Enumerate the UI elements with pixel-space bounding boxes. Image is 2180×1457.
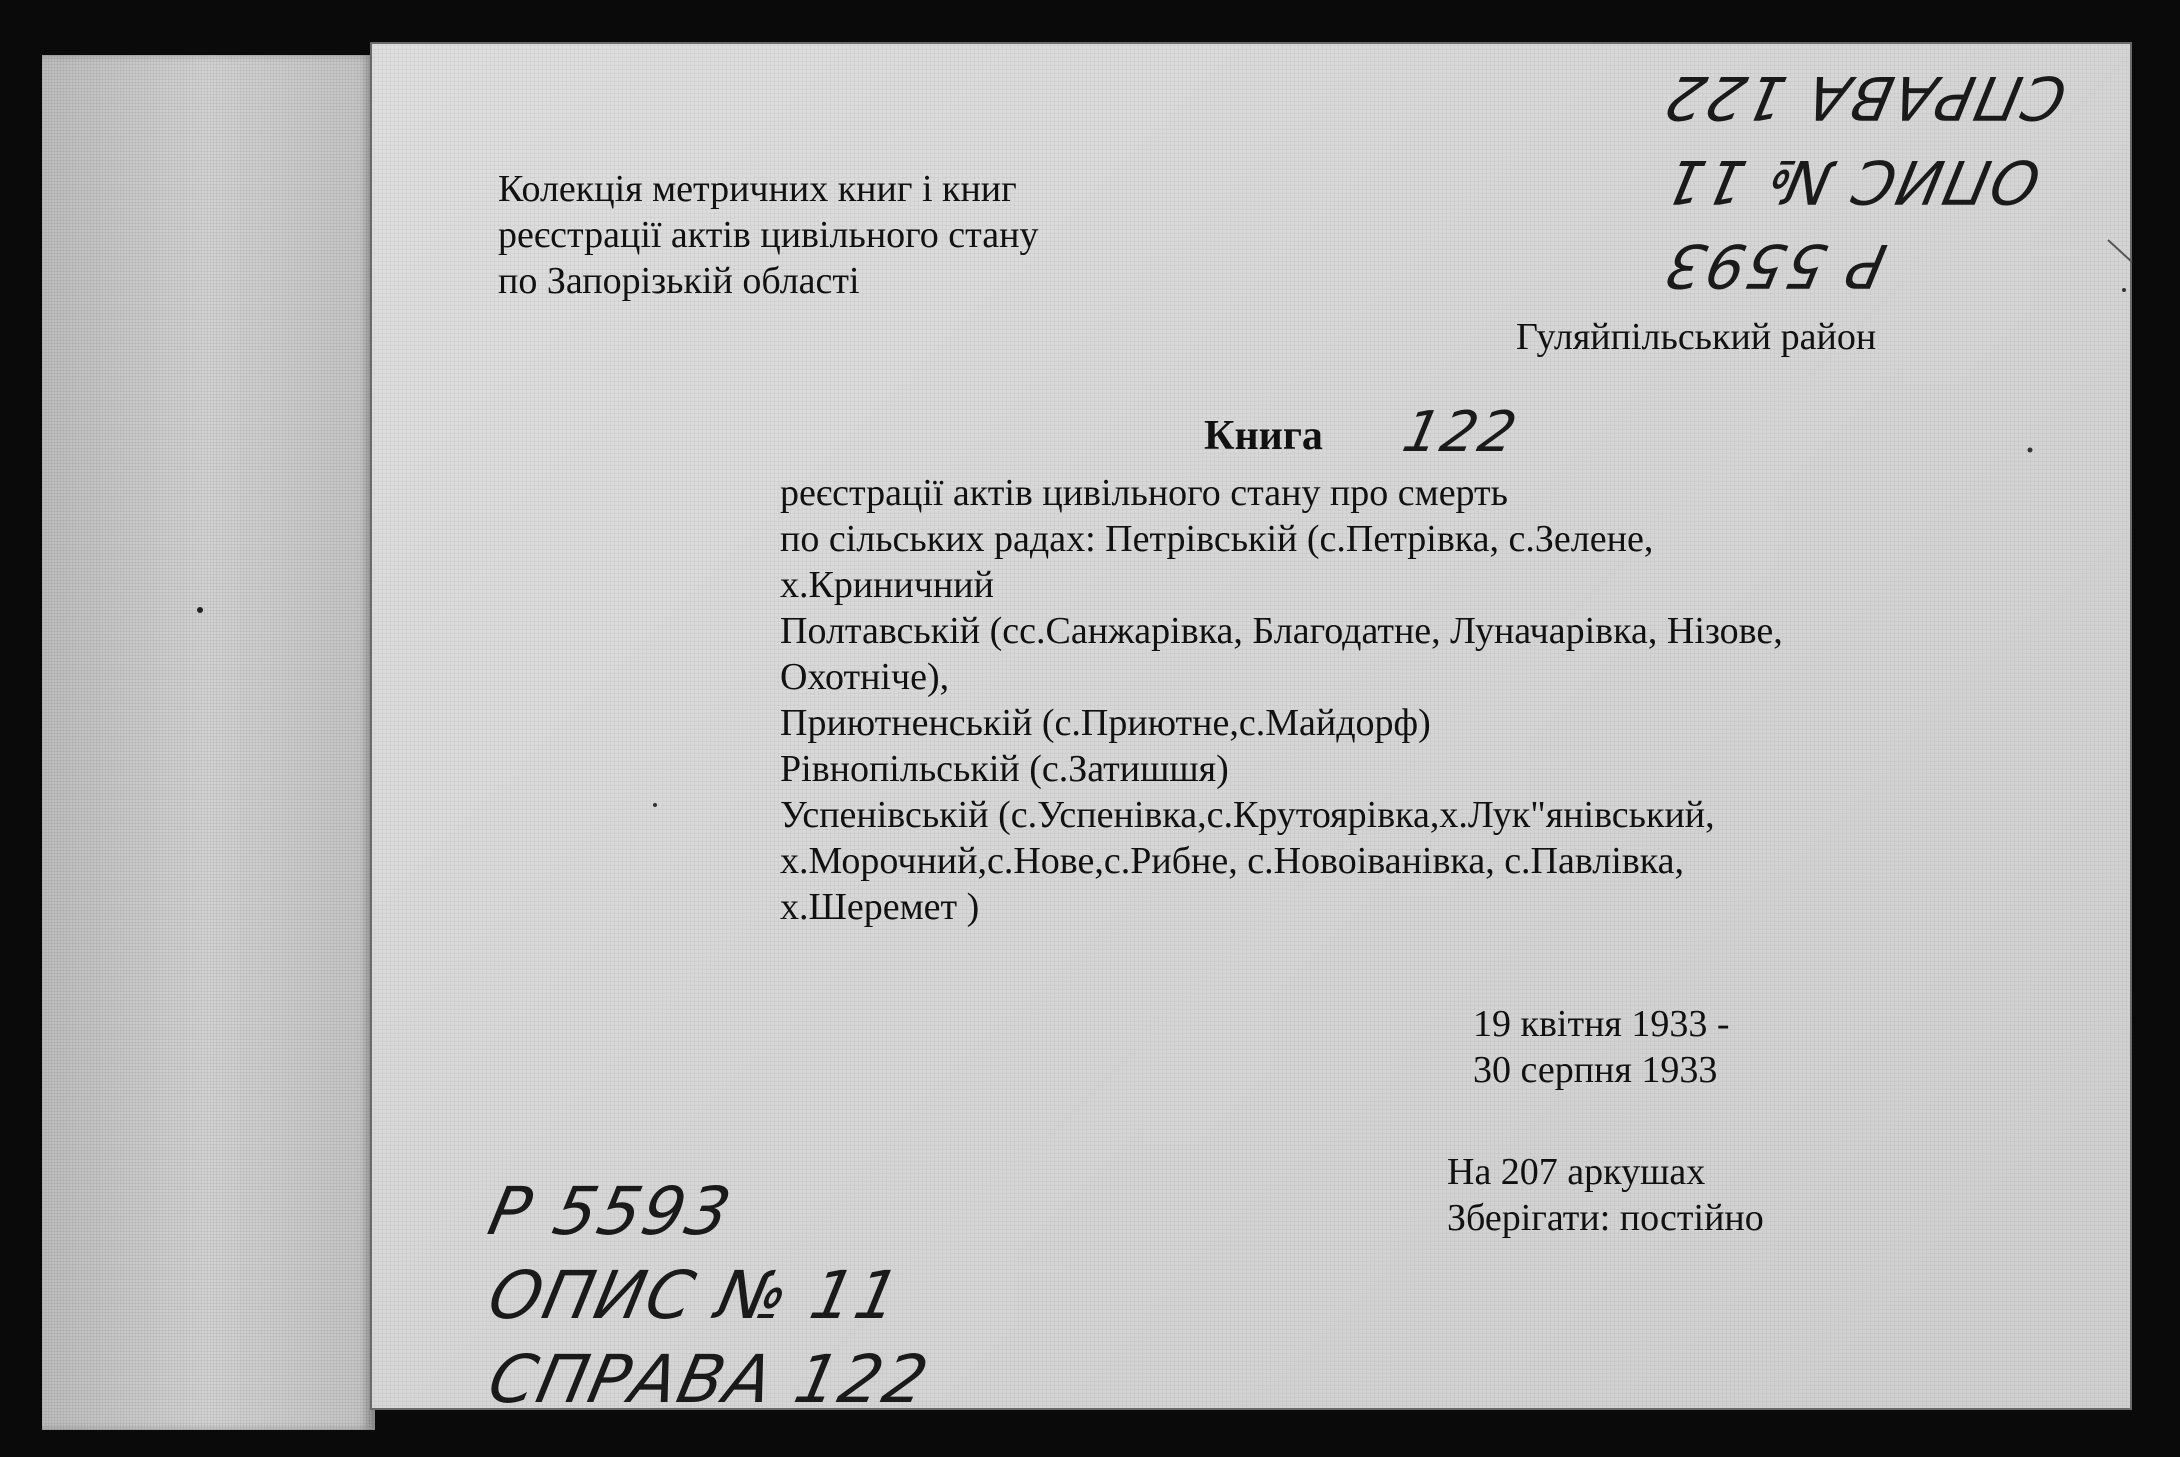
opys-number: ОПИС № 11 [1657,146,2047,216]
book-label: Книга [1204,413,1323,459]
description-line: Успенівській (с.Успенівка,с.Крутоярівка,х.Лук"янівський, [780,794,1715,836]
district-name: Гуляйпільський район [1516,316,1877,358]
description-line: реєстрації актів цивільного стану про смерть [780,472,1508,514]
storage-term: Зберігати: постійно [1447,1197,1764,1239]
sheet-count: На 207 аркушах [1447,1151,1706,1193]
sprava-number: СПРАВА 122 [481,1341,937,1418]
date-from: 19 квітня 1933 - [1473,1003,1730,1045]
collection-line: по Запорізькій області [498,260,860,302]
description-line: х.Морочний,с.Нове,с.Рибне, с.Новоіванівка, с.Павлівка, [780,840,1685,882]
paper-speck [197,607,203,613]
collection-line: Колекція метричних книг і книг [498,168,1017,210]
paper-speck [2122,288,2126,292]
book-number-handwritten: 122 [1397,400,1524,465]
description-line: Рівнопільській (с.Затишшя) [780,748,1229,790]
collection-line: реєстрації актів цивільного стану [498,214,1039,256]
description-line: х.Криничний [780,564,994,606]
fond-number: Р 5593 [1657,230,1893,300]
fond-number: Р 5593 [481,1173,740,1250]
paper-speck [2028,448,2033,453]
date-to: 30 серпня 1933 [1473,1049,1718,1091]
opys-number: ОПИС № 11 [481,1257,908,1334]
paper-scratch [2108,240,2132,262]
description-line: по сільських радах: Петрівській (с.Петрівка, с.Зелене, [780,518,1654,560]
description-line: Полтавській (сс.Санжарівка, Благодатне, Луначарівка, Нізове, [780,610,1783,652]
sprava-number: СПРАВА 122 [1657,62,2073,132]
paper-speck [653,803,657,807]
description-line: х.Шеремет ) [780,886,980,928]
description-line: Охотніче), [780,656,950,698]
description-line: Приютненській (с.Приютне,с.Майдорф) [780,702,1431,744]
